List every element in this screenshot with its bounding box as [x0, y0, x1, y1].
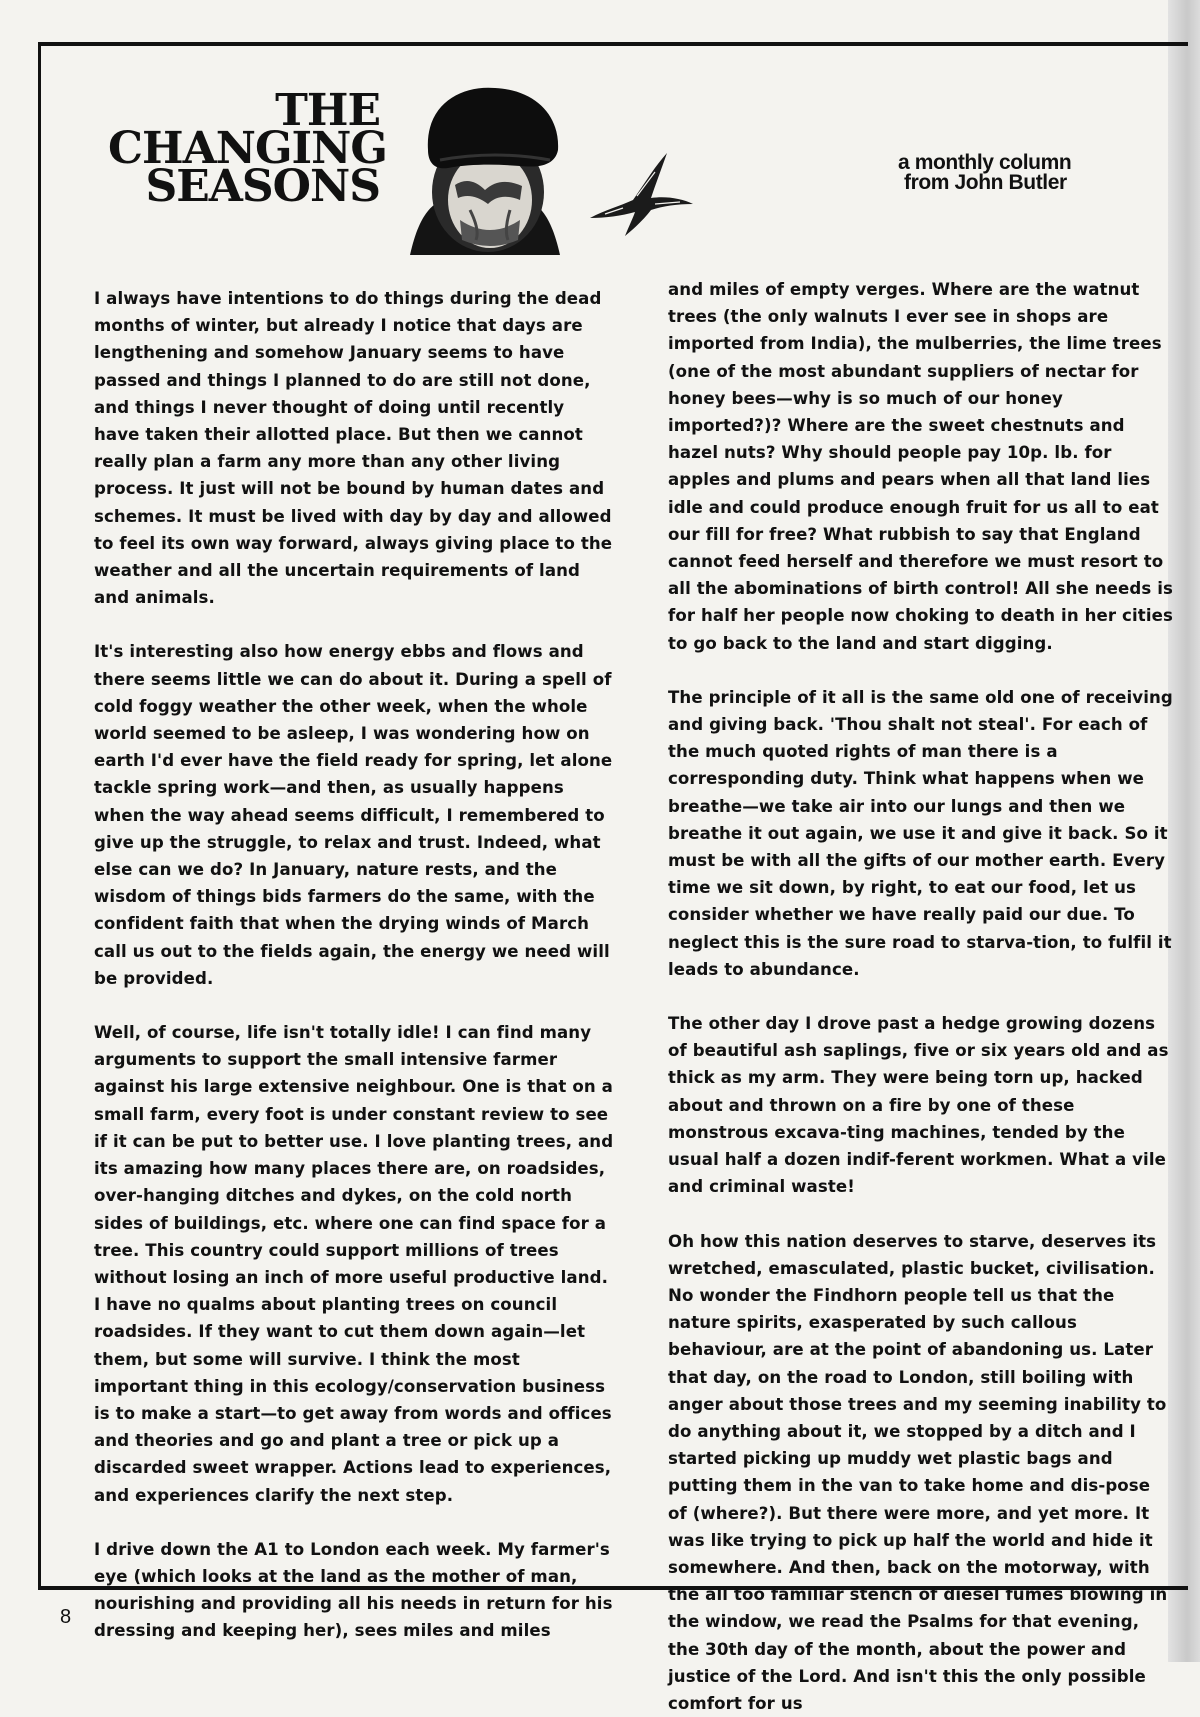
- title-line: THE: [108, 92, 380, 130]
- byline-line: a monthly column: [898, 153, 1118, 173]
- byline: [858, 153, 1118, 193]
- title-line: CHANGING: [108, 130, 380, 168]
- article-column-right: [668, 276, 1173, 1717]
- paragraph: and miles of empty verges. Where are the watnut trees (the only walnuts I ever see in shops are imported from India), the mulberries, the lime trees (one of the most abundant suppliers of nectar for honey bees—why is so much of our honey imported?)? Where are the sweet chestnuts and hazel nuts? Why should people pay 10p. lb. for apples and plums and pears when all that land lies idle and could produce enough fruit for us all to eat our fill for free? What rubbish to say that England cannot feed herself and therefore we must resort to all the abominations of birth control! All she needs is for half her people now choking to death in her cities to go back to the land and start digging.: [668, 276, 1173, 657]
- paragraph: The other day I drove past a hedge growing dozens of beautiful ash saplings, five or six years old and as thick as my arm. They were being torn up, hacked about and thrown on a fire by one of these monstrous excava-ting machines, tended by the usual half a dozen indif-ferent workmen. What a vile and criminal waste!: [668, 1010, 1173, 1200]
- paragraph: I drive down the A1 to London each week. My farmer's eye (which looks at the land as the mother of man, nourishing and providing all his needs in return for his dressing and keeping her), sees miles and miles: [94, 1536, 614, 1645]
- byline-line: from John Butler: [904, 173, 1118, 193]
- paragraph: The principle of it all is the same old one of receiving and giving back. 'Thou shalt not steal'. For each of the much quoted rights of man there is a corresponding duty. Think what happens when we breathe—we take air into our lungs and then we breathe it out again, we use it and give it back. So it must be with all the gifts of our mother earth. Every time we sit down, by right, to eat our food, let us consider whether we have really paid our due. To neglect this is the sure road to starva-tion, to fulfil it leads to abundance.: [668, 684, 1173, 983]
- page-number: 8: [60, 1606, 71, 1629]
- swallow-illustration: [585, 148, 695, 238]
- article-column-left: [94, 285, 614, 1645]
- author-portrait-image: [400, 80, 570, 255]
- column-title: [108, 92, 380, 206]
- paragraph: It's interesting also how energy ebbs and flows and there seems little we can do about it. During a spell of cold foggy weather the other week, when the whole world seemed to be asleep, I was wondering how on earth I'd ever have the field ready for spring, let alone tackle spring work—and then, as usually happens when the way ahead seems difficult, I remembered to give up the struggle, to relax and trust. Indeed, what else can we do? In January, nature rests, and the wisdom of things bids farmers do the same, with the confident faith that when the drying winds of March call us out to the fields again, the energy we need will be provided.: [94, 638, 614, 992]
- paragraph: I always have intentions to do things during the dead months of winter, but already I notice that days are lengthening and somehow January seems to have passed and things I planned to do are still not done, and things I never thought of doing until recently have taken their allotted place. But then we cannot really plan a farm any more than any other living process. It just will not be bound by human dates and schemes. It must be lived with day by day and allowed to feel its own way forward, always giving place to the weather and all the uncertain requirements of land and animals.: [94, 285, 614, 611]
- title-line: SEASONS: [108, 168, 380, 206]
- paragraph: Oh how this nation deserves to starve, deserves its wretched, emasculated, plastic bucket, civilisation. No wonder the Findhorn people tell us that the nature spirits, exasperated by such callous behaviour, are at the point of abandoning us. Later that day, on the road to London, still boiling with anger about those trees and my seeming inability to do anything about it, we stopped by a ditch and I started picking up muddy wet plastic bags and putting them in the van to take home and dis-pose of (where?). But there were more, and yet more. It was like trying to pick up half the world and hide it somewhere. And then, back on the motorway, with the all too familiar stench of diesel fumes blowing in the window, we read the Psalms for that evening, the 30th day of the month, about the power and justice of the Lord. And isn't this the only possible comfort for us: [668, 1228, 1173, 1717]
- paragraph: Well, of course, life isn't totally idle! I can find many arguments to support the small intensive farmer against his large extensive neighbour. One is that on a small farm, every foot is under constant review to see if it can be put to better use. I love planting trees, and its amazing how many places there are, on roadsides, over-hanging ditches and dykes, on the cold north sides of buildings, etc. where one can find space for a tree. This country could support millions of trees without losing an inch of more useful productive land. I have no qualms about planting trees on council roadsides. If they want to cut them down again—let them, but some will survive. I think the most important thing in this ecology/conservation business is to make a start—to get away from words and offices and theories and go and plant a tree or pick up a discarded sweet wrapper. Actions lead to experiences, and experiences clarify the next step.: [94, 1019, 614, 1509]
